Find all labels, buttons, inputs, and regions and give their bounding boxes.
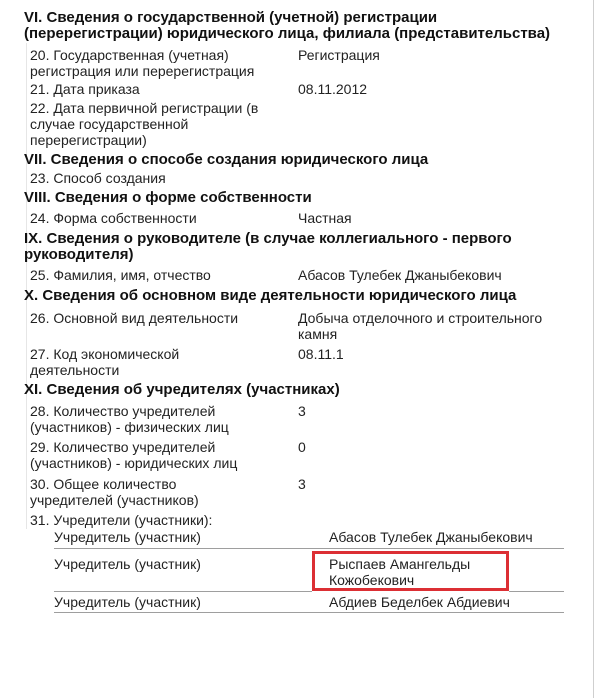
field-26-value-line2: камня: [298, 326, 338, 342]
field-25-value: Абасов Тулебек Джаныбекович: [298, 267, 502, 283]
field-21-value: 08.11.2012: [298, 81, 368, 97]
founder-2-label: Учредитель (участник): [54, 556, 201, 572]
field-31-label: 31. Учредители (участники):: [30, 512, 213, 528]
founder-3-label: Учредитель (участник): [54, 594, 201, 610]
section-7-title: VII. Сведения о способе создания юридического лица: [24, 151, 429, 168]
founder-2-highlight-box: [312, 551, 509, 591]
field-23-label: 23. Способ создания: [30, 170, 166, 186]
field-30-value: 3: [298, 476, 306, 492]
field-30-label-line1: 30. Общее количество: [30, 476, 177, 492]
field-28-label-line1: 28. Количество учредителей: [30, 403, 216, 419]
field-20-label-line2: регистрация или перерегистрация: [30, 63, 255, 79]
field-25-label: 25. Фамилия, имя, отчество: [30, 267, 211, 283]
founder-row-divider-3: [54, 612, 564, 613]
field-22-label-line2: случае государственной: [30, 116, 189, 132]
field-21-label: 21. Дата приказа: [30, 81, 140, 97]
field-22-label-line3: перерегистрации): [30, 132, 147, 148]
field-22-label-line1: 22. Дата первичной регистрации (в: [30, 100, 259, 116]
founder-1-label: Учредитель (участник): [54, 529, 201, 545]
section-9-title-line1: IX. Сведения о руководителе (в случае коллегиального - первого: [24, 230, 512, 247]
field-27-label-line2: деятельности: [30, 362, 120, 378]
field-30-label-line2: учредителей (участников): [30, 492, 199, 508]
section-6-title-line1: VI. Сведения о государственной (учетной) регистрации: [24, 9, 438, 26]
field-28-label-line2: (участников) - физических лиц: [30, 419, 229, 435]
section-11-title: XI. Сведения об учредителях (участниках): [24, 381, 340, 398]
founder-2-name-line1: Рыспаев Амангельды: [329, 556, 471, 572]
field-26-value-line1: Добыча отделочного и строительного: [298, 310, 543, 326]
founder-row-divider-2: [54, 591, 312, 592]
field-29-label-line1: 29. Количество учредителей: [30, 439, 216, 455]
field-20-value: Регистрация: [298, 47, 380, 63]
left-guide-line: [26, 43, 27, 529]
field-27-value: 08.11.1: [298, 346, 344, 362]
founder-3-name: Абдиев Беделбек Абдиевич: [329, 594, 510, 610]
founder-1-name: Абасов Тулебек Джаныбекович: [329, 529, 533, 545]
founder-row-divider-1: [54, 548, 564, 549]
founder-row-divider-2b: [509, 591, 564, 592]
field-24-label: 24. Форма собственности: [30, 210, 197, 226]
section-8-title: VIII. Сведения о форме собственности: [24, 189, 312, 206]
section-6-title-line2: (перерегистрации) юридического лица, филиала (представительства): [24, 25, 551, 42]
field-29-value: 0: [298, 439, 306, 455]
field-28-value: 3: [298, 403, 306, 419]
field-27-label-line1: 27. Код экономической: [30, 346, 180, 362]
field-24-value: Частная: [298, 210, 352, 226]
founder-2-name-line2: Кожобекович: [329, 572, 415, 588]
field-20-label-line1: 20. Государственная (учетная): [30, 47, 229, 63]
section-10-title: X. Сведения об основном виде деятельности юридического лица: [24, 287, 517, 304]
page-right-edge: [593, 0, 594, 698]
field-26-label: 26. Основной вид деятельности: [30, 310, 239, 326]
section-9-title-line2: руководителя): [24, 246, 134, 263]
field-29-label-line2: (участников) - юридических лиц: [30, 455, 238, 471]
